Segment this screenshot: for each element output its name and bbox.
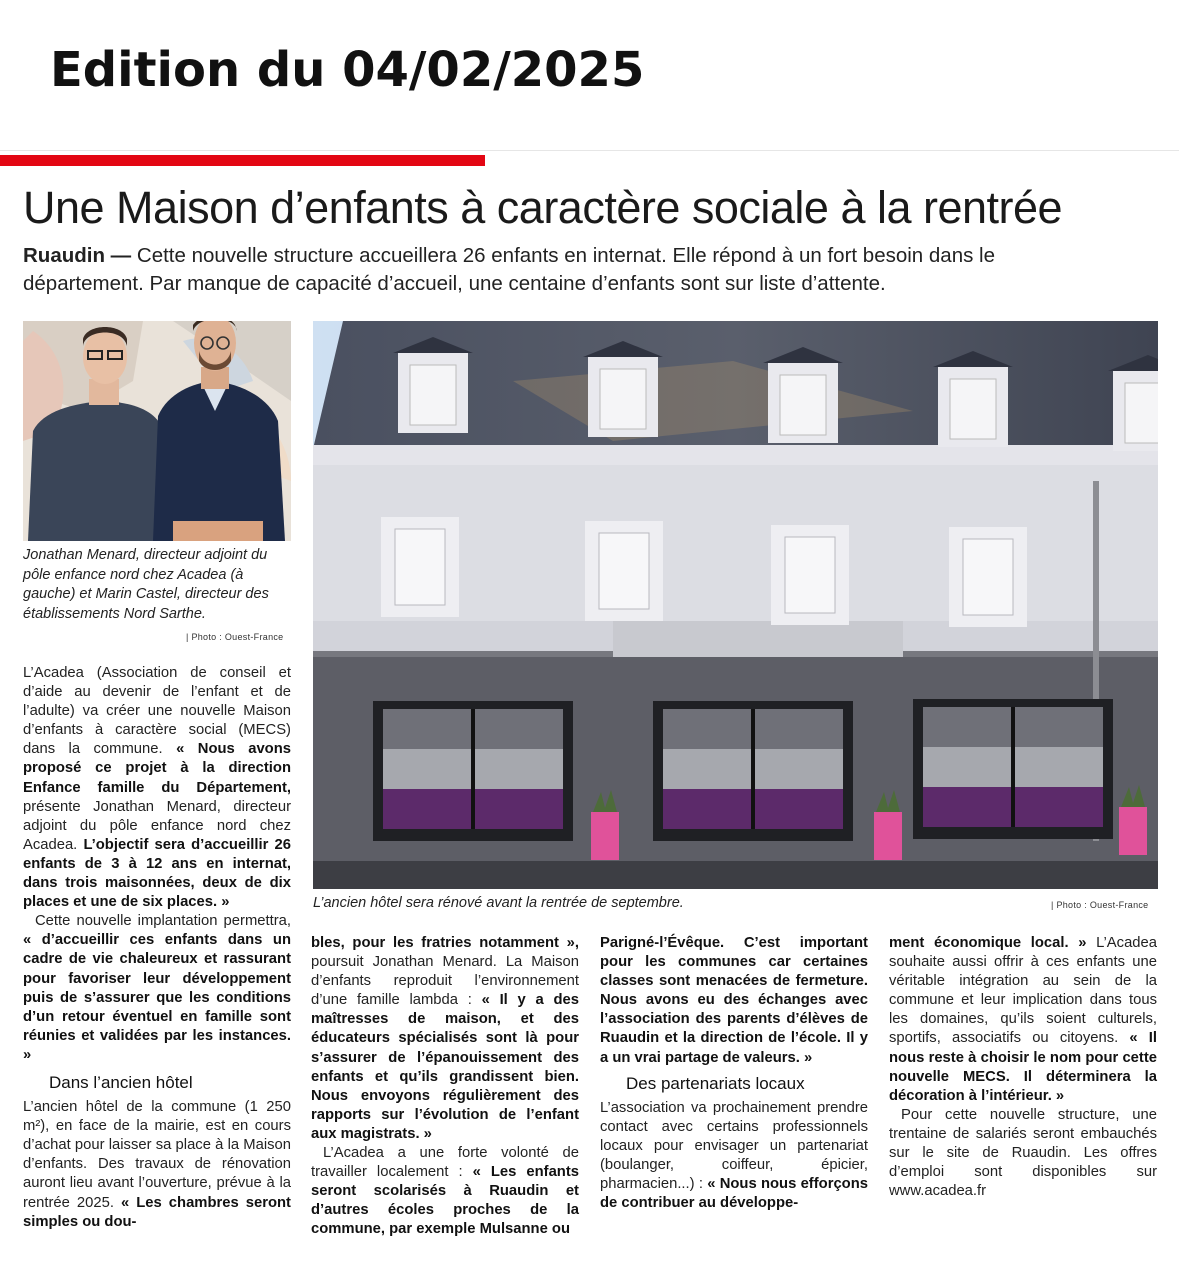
col2-quote: « Les enfants seront scolarisés à Ruaudin et d’autres écoles proches de la commune, par exemple Mulsanne ou — [311, 1164, 579, 1238]
lead-text: Cette nouvelle structure accueillera 26 enfants en internat. Elle répond à un fort besoin dans le département. Par manque de capacité d’accueil, une centaine d’enfants sont sur liste d’attente. — [23, 244, 996, 295]
col1-text: présente Jonathan Menard, directeur adjoint du pôle enfance nord chez Acadea. — [23, 798, 291, 853]
col4-text: L’Acadea souhaite aussi offrir à ces enfants une véritable intégration au sein de la commune et leur implication dans tous les domaines, qu’ils soient culturels, sportifs, associatifs ou citoyens. — [889, 935, 1157, 1047]
col1-text: L’Acadea (Association de conseil et d’aide au devenir de l’enfant et de l’adulte) va créer une nouvelle Maison d’enfants à caractère social (MECS) dans la commune. — [23, 665, 291, 758]
text-column-3 — [600, 934, 868, 1213]
col2-quote: « Il y a des maîtresses de maison, et des éducateurs spécialisés sont là pour s’assurer de l’épanouissement des enfants et qu’ils grandissent bien. Nous envoyons régulièrement des rapports sur l’évolution de l’enfant aux magistrats. » — [311, 992, 579, 1142]
col1-quote: « d’accueillir ces enfants dans un cadre de vie chaleureux et rassurant pour favoriser leur développement puis de s’assurer que les conditions d’un retour éventuel en famille sont réunies et validées par les instances. » — [23, 932, 291, 1063]
text-column-4 — [889, 934, 1157, 1201]
subheading-ancien-hotel: Dans l’ancien hôtel — [49, 1072, 193, 1092]
lead-dateline: Ruaudin — — [23, 244, 132, 267]
col2-text: poursuit Jonathan Menard. La Maison d’enfants reproduit l’environnement d’une famille lambda : — [311, 954, 579, 1009]
col3-quote: Parigné-l’Évêque. C’est important pour les communes car certaines classes sont menacées de fermeture. Nous avons eu des échanges avec l’association des parents d’élèves de Ruaudin et la direction de l’école. Il y a un vrai partage de valeurs. » — [600, 935, 868, 1066]
col1-quote: « Nous avons proposé ce projet à la direction Enfance famille du Département, — [23, 741, 291, 796]
col4-text: Pour cette nouvelle structure, une trentaine de salariés seront embauchés sur le site de Ruaudin. Les offres d’emploi sont disponibles sur www.acadea.fr — [889, 1106, 1157, 1200]
building-photo — [313, 321, 1158, 889]
col3-text: L’association va prochainement prendre contact avec certains professionnels locaux pour envisager un partenariat (boulanger, coiffeur, épicier, pharmacien...) : — [600, 1099, 868, 1193]
text-column-1 — [23, 664, 291, 1232]
text-column-2 — [311, 934, 579, 1240]
col1-text: Cette nouvelle implantation permettra, — [35, 913, 291, 930]
portrait-caption: Jonathan Menard, directeur adjoint du pôle enfance nord chez Acadea (à gauche) et Marin Castel, directeur des établissements Nord Sarthe. — [23, 547, 269, 622]
portrait-photo — [23, 321, 291, 541]
col2-text: L’Acadea a une forte volonté de travailler localement : — [311, 1145, 579, 1181]
col1-text: L’ancien hôtel de la commune (1 250 m²), en face de la mairie, est en cours d’achat pour laisser sa place à la Maison d’enfants. Des travaux de rénovation auront lieu avant l’ouverture, prévue à la rentrée 2025. — [23, 1099, 291, 1211]
col4-quote: ment économique local. » — [889, 935, 1087, 951]
building-photo-credit: | Photo : Ouest-France — [1051, 900, 1149, 910]
subheading-partenariats: Des partenariats locaux — [626, 1073, 805, 1093]
red-accent-bar — [0, 155, 485, 166]
col3-quote: « Nous nous efforçons de contribuer au développe- — [600, 1176, 868, 1212]
col1-quote: L’objectif sera d’accueillir 26 enfants de 3 à 12 ans en internat, dans trois maisonnées, deux de dix places et une de six places. » — [23, 836, 291, 911]
article-headline: Une Maison d’enfants à caractère sociale à la rentrée — [23, 182, 1063, 233]
article-lead — [23, 242, 1053, 298]
page-edge — [1171, 300, 1179, 1280]
col1-quote: « Les chambres seront simples ou dou- — [23, 1194, 291, 1230]
col4-quote: « Il nous reste à choisir le nom pour cette nouvelle MECS. Il déterminera la décoration à l’intérieur. » — [889, 1030, 1158, 1104]
col2-quote: bles, pour les fratries notamment », — [311, 935, 579, 951]
edition-date: Edition du 04/02/2025 — [50, 42, 645, 98]
portrait-photo-credit: | Photo : Ouest-France — [186, 632, 284, 642]
building-caption: L’ancien hôtel sera rénové avant la rentrée de septembre. — [313, 895, 684, 911]
